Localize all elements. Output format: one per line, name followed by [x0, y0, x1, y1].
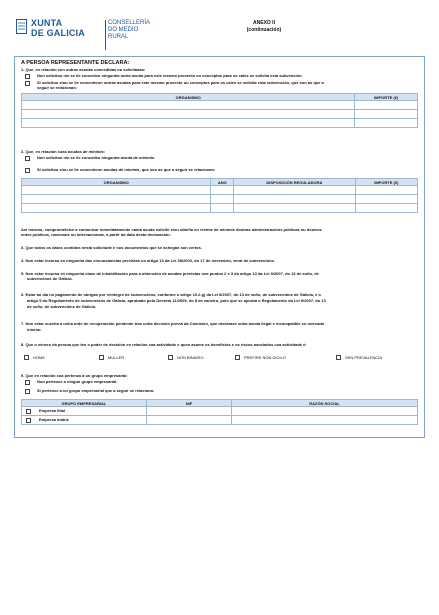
q2-title	[21, 149, 105, 154]
commitment-line-2: entes públicos, nacionais ou internacionais, a partir da data desta declaración.	[21, 232, 171, 237]
q5-text-2: subvencións de Galicia.	[27, 276, 73, 281]
q2-title-a: 2. Que, en relación coas axudas	[21, 149, 83, 154]
q9-option-yes-label: Si pertence a un grupo empresarial que a seguir se relaciona:	[37, 388, 155, 393]
q4-text: 4. Non estar incursa en ningunha das circunstancias previstas no artigo 13 da Lei 38/2003, do 17 de novembro, xeral de subvencións.	[21, 258, 275, 263]
q9-matriz-label: Empresa matriz	[39, 417, 69, 423]
q1-col-importe: IMPORTE (€)	[355, 94, 418, 101]
q9-row-filial	[22, 407, 147, 416]
q2-title-b: :	[103, 149, 106, 154]
q9-col-nif: NIF	[146, 400, 231, 407]
q9-matriz-checkbox[interactable]	[26, 418, 31, 423]
q9-title: 9. Que en relación coa pertenza a un grupo empresarial:	[21, 373, 128, 378]
xunta-logo	[16, 16, 151, 50]
galicia-shield-icon	[16, 19, 27, 34]
q8-option-muller[interactable]	[99, 355, 124, 360]
q8-option-sen-prevalencia[interactable]	[336, 355, 382, 360]
q2-cell[interactable]	[355, 204, 417, 213]
page-header	[14, 14, 425, 50]
department-name	[108, 20, 150, 41]
q1-cell[interactable]	[22, 110, 355, 119]
q2-col-disposicion: DISPOSICIÓN REGULADORA	[234, 179, 356, 186]
q6-text-1: 6. Estar ao día no pagamento de obrigas por reintegro de subvencións, conforme o artigo 10.2.g) da Lei 9/2007, do 13 de xuño, de subvencións de Galicia, e o	[21, 292, 321, 297]
q2-cell[interactable]	[211, 195, 234, 204]
q1-cell[interactable]	[22, 119, 355, 128]
q9-filial-checkbox[interactable]	[26, 409, 31, 414]
q2-cell[interactable]	[211, 186, 234, 195]
dept-line-3: RURAL	[108, 34, 129, 40]
logo-line-2: DE GALICIA	[31, 28, 86, 38]
q2-option-none-checkbox[interactable]	[25, 156, 30, 161]
q8-option-label: MULLER	[108, 355, 125, 360]
q8-option-non-binario[interactable]	[168, 355, 203, 360]
q2-opt2-em: de minimis	[118, 167, 140, 172]
q9-cell[interactable]	[231, 416, 417, 425]
q9-group-table	[21, 399, 418, 425]
q8-option-label: HOME	[33, 355, 45, 360]
q2-col-importe: IMPORTE (€)	[355, 179, 417, 186]
q8-text: 8. Que o xénero da persoa que ten o poder de decisión en relación coa actividade e quen asume os beneficios e os riscos asociados coa actividade é:	[21, 342, 307, 347]
q9-filial-label: Empresa filial	[39, 408, 66, 414]
q1-cell[interactable]	[355, 110, 418, 119]
q2-cell[interactable]	[234, 204, 356, 213]
annex-heading	[224, 20, 304, 34]
q2-cell[interactable]	[22, 186, 211, 195]
q2-cell[interactable]	[211, 204, 234, 213]
logo-wordmark	[31, 18, 85, 38]
q2-cell[interactable]	[22, 195, 211, 204]
annex-title: ANEXO II	[253, 20, 275, 26]
q9-cell[interactable]	[146, 407, 231, 416]
q8-option-label: SEN PREVALENCIA	[345, 355, 383, 360]
q2-opt2-a: Si solicitou e/ou se lle concederon axudas	[37, 167, 119, 172]
q8-option-prefire-non-dicilo[interactable]	[235, 355, 286, 360]
logo-divider	[105, 20, 106, 50]
q1-option-none-checkbox[interactable]	[25, 74, 30, 79]
q8-checkbox[interactable]	[235, 355, 240, 360]
q8-checkbox[interactable]	[24, 355, 29, 360]
q2-cell[interactable]	[355, 195, 417, 204]
q9-cell[interactable]	[231, 407, 417, 416]
q8-option-label: PREFIRE NON DICILO	[244, 355, 286, 360]
q9-cell[interactable]	[146, 416, 231, 425]
declaration-section	[14, 56, 425, 438]
annex-subtitle: (continuación)	[246, 27, 282, 33]
q2-opt1-b: .	[154, 155, 156, 160]
dept-line-1: CONSELLERÍA	[108, 20, 151, 26]
q8-option-home[interactable]	[24, 355, 45, 360]
q9-option-none-checkbox[interactable]	[25, 380, 30, 385]
q1-title: 1. Que, en relación con outras axudas concedidas ou solicitadas:	[21, 67, 146, 72]
q2-option-yes-checkbox[interactable]	[25, 168, 30, 173]
q8-checkbox[interactable]	[99, 355, 104, 360]
dept-line-2: DO MEDIO	[108, 27, 139, 33]
q2-opt2-b: , que son as que a seguir se relacionan:	[139, 167, 216, 172]
q2-minimis-table	[21, 178, 418, 213]
q9-option-none-label: Non pertence a ningún grupo empresarial.	[37, 379, 118, 384]
q1-option-yes-label-1: Si solicitou e/ou se lle concederon outras axudas para este mesmo proxecto ou conceptos para os cales se solicita esta subvención, que son as que a	[37, 80, 324, 85]
q3-text: 3. Que todos os datos contidos nesta solicitude e nos documentos que se achegan son certos.	[21, 245, 202, 250]
q8-checkbox[interactable]	[336, 355, 341, 360]
q2-cell[interactable]	[234, 195, 356, 204]
q1-option-yes-checkbox[interactable]	[25, 81, 30, 86]
q5-text-1: 5. Non estar incursa en ningunha clase de inhabilitación para a obtención de axudas previstas nos puntos 2 e 3 do artigo 10 da Lei 9/2007, do 13 de xuño, de	[21, 271, 319, 276]
q8-checkbox[interactable]	[168, 355, 173, 360]
q2-cell[interactable]	[22, 204, 211, 213]
q2-title-em: de minimis	[82, 149, 104, 154]
q9-col-razon: RAZÓN SOCIAL	[231, 400, 417, 407]
q1-option-none-label: Non solicitou nin se lle concedeu ningunha outra axuda para este mesmo proxecto ou conceptos para os cales se solicita esta subvención.	[37, 73, 303, 78]
q2-col-organismo: ORGANISMO	[22, 179, 211, 186]
q2-cell[interactable]	[234, 186, 356, 195]
q2-option-yes-label	[37, 167, 215, 172]
q8-option-label: NON BINARIO	[177, 355, 204, 360]
q2-option-none-label	[37, 155, 155, 160]
q9-col-grupo: GRUPO EMPRESARIAL	[22, 400, 147, 407]
q8-gender-options	[24, 355, 419, 361]
q1-cell[interactable]	[355, 101, 418, 110]
q2-opt1-a: Non solicitou nin se lle concedeu ningunha axuda	[37, 155, 134, 160]
logo-line-1: XUNTA	[31, 18, 63, 28]
q2-cell[interactable]	[355, 186, 417, 195]
q7-text-1: 7. Non estar suxeita a unha orde de recuperación pendente tras unha decisión previa da Comisión, que declarase unha axuda ilegal e incompatible co mercado	[21, 321, 325, 326]
q1-col-organismo: ORGANISMO	[22, 94, 355, 101]
q6-text-3: de xuño, de subvencións de Galicia.	[27, 304, 96, 309]
q1-cell[interactable]	[355, 119, 418, 128]
section-title: A PERSOA REPRESENTANTE DECLARA:	[21, 60, 130, 66]
q2-col-ano: ANO	[211, 179, 234, 186]
q1-cell[interactable]	[22, 101, 355, 110]
q9-option-yes-checkbox[interactable]	[25, 389, 30, 394]
q7-text-2: interior.	[27, 327, 42, 332]
q2-opt1-em: de minimis	[133, 155, 155, 160]
q9-row-matriz	[22, 416, 147, 425]
q6-text-2: artigo 9 do Regulamento de subvencións de Galicia, aprobado polo Decreto 11/2009, do 8 de xaneiro, polo que se aproba o Regulamento da Lei 9/2007, do 13	[27, 298, 326, 303]
q1-option-yes-label-2: seguir se relacionan:	[37, 85, 78, 90]
q1-aid-table	[21, 93, 418, 128]
commitment-line-1: Así mesmo, compromételse a comunicar inmediatamente canta axuda solicite e/ou obteña en réxime de minimis doutras administracións públicas ou doutros	[21, 227, 322, 232]
